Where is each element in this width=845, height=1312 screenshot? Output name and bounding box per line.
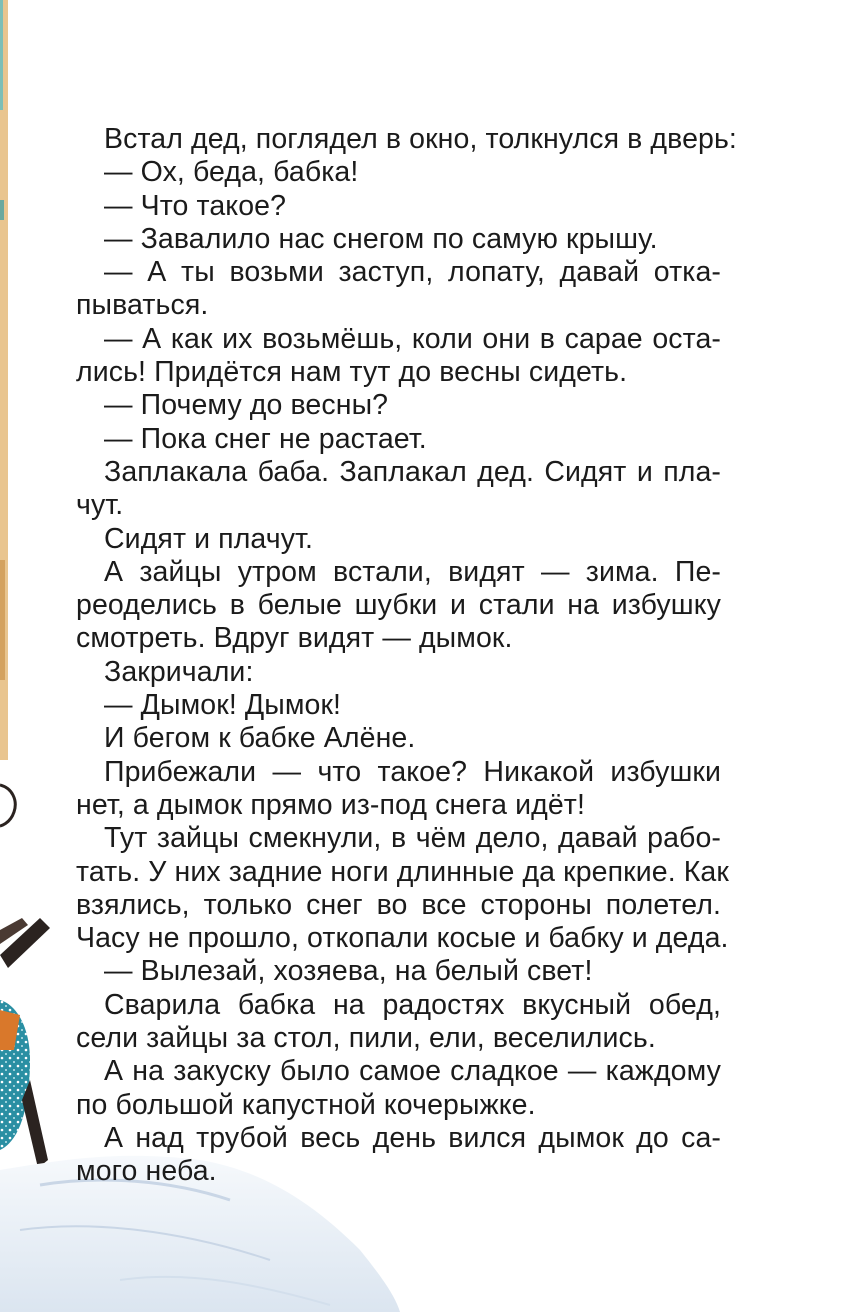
- text-line: А на закуску было самое сладкое — каждому: [104, 1055, 721, 1088]
- character-figure: [0, 1000, 48, 1168]
- text-line: И бегом к бабке Алёне.: [104, 722, 416, 755]
- text-line: Часу не прошло, откопали косые и бабку и деда.: [76, 922, 729, 955]
- text-line: Сидят и плачут.: [104, 522, 314, 555]
- text-line: Встал дед, поглядел в окно, толкнулся в дверь:: [104, 123, 737, 155]
- text-line: — Ох, беда, бабка!: [104, 156, 359, 189]
- text-line: взялись, только снег во все стороны полетел.: [76, 888, 721, 921]
- text-line: мого неба.: [76, 1155, 217, 1188]
- text-line: — Дымок! Дымок!: [104, 689, 342, 722]
- text-line: Тут зайцы смекнули, в чём дело, давай рабо-: [104, 822, 721, 855]
- text-line: — Что такое?: [104, 189, 287, 222]
- text-line: — Вылезай, хозяева, на белый свет!: [104, 955, 593, 988]
- text-line: А зайцы утром встали, видят — зима. Пе-: [104, 555, 721, 588]
- text-line: Прибежали — что такое? Никакой избушки: [104, 755, 721, 788]
- rope-curl: [0, 785, 15, 826]
- text-line: сели зайцы за стол, пили, ели, веселились.: [76, 1022, 656, 1055]
- text-line: А над трубой весь день вился дымок до са-: [104, 1121, 721, 1154]
- text-line: чут.: [76, 489, 124, 522]
- text-line: Заплакала баба. Заплакал дед. Сидят и пла-: [104, 455, 721, 488]
- text-line: лись! Придётся нам тут до весны сидеть.: [76, 356, 628, 389]
- text-line: — Почему до весны?: [104, 389, 389, 422]
- shovel-handle: [0, 918, 50, 968]
- text-line: Закричали:: [104, 655, 254, 688]
- text-line: смотреть. Вдруг видят — дымок.: [76, 622, 513, 655]
- text-line: Сварила бабка на радостях вкусный обед,: [104, 988, 721, 1021]
- wall-strip: [0, 0, 8, 760]
- text-line: нет, а дымок прямо из-под снега идёт!: [76, 788, 585, 821]
- text-line: — А ты возьми заступ, лопату, давай отка-: [104, 256, 721, 289]
- text-line: — Завалило нас снегом по самую крышу.: [104, 222, 658, 255]
- text-line: реоделись в белые шубки и стали на избушку: [76, 589, 721, 622]
- text-line: — Пока снег не растает.: [104, 422, 427, 455]
- text-line: по большой капустной кочерыжке.: [76, 1088, 536, 1121]
- text-line: — А как их возьмёшь, коли они в сарае оста-: [104, 322, 721, 355]
- story-text: [76, 123, 737, 1189]
- text-line: тать. У них задние ноги длинные да крепкие. Как: [76, 855, 729, 888]
- text-line: пываться.: [76, 289, 209, 322]
